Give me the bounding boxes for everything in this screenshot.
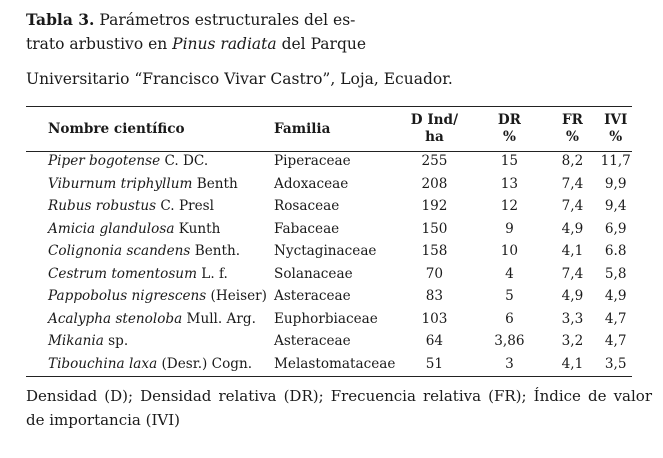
table-header-row xyxy=(26,108,632,150)
cell-ivi: 11,7 xyxy=(600,153,631,169)
cell-ivi: 9,9 xyxy=(604,175,627,192)
table-caption xyxy=(26,8,646,91)
cell-scientific-name xyxy=(26,150,274,173)
species-author: C. DC. xyxy=(160,153,209,169)
cell-fr: 7,4 xyxy=(561,265,584,282)
cell-density: 150 xyxy=(421,220,448,237)
cell-density: 192 xyxy=(421,198,448,214)
cell-family: Rosaceae xyxy=(274,198,340,214)
cell-scientific-name xyxy=(26,173,274,196)
cell-scientific-name xyxy=(26,218,274,241)
cell-density: 64 xyxy=(425,333,444,349)
cell-scientific-name xyxy=(26,308,274,331)
cell-fr: 3,3 xyxy=(561,310,584,327)
species-author: sp. xyxy=(103,333,129,349)
cell-family: Asteraceae xyxy=(274,288,351,304)
header-ivi-line2: % xyxy=(609,129,623,145)
table-row xyxy=(26,173,632,196)
caption-text-2c: del Parque xyxy=(276,35,367,53)
cell-ivi: 4,7 xyxy=(604,333,627,349)
cell-ivi: 4,7 xyxy=(604,310,627,327)
cell-density: 208 xyxy=(421,175,448,192)
cell-scientific-name xyxy=(26,353,274,376)
header-name: Nombre científico xyxy=(48,120,185,137)
cell-scientific-name xyxy=(26,263,274,286)
species-name: Acalypha stenoloba xyxy=(48,310,183,327)
header-fr-line1: FR xyxy=(561,112,583,128)
cell-dr: 13 xyxy=(500,175,519,192)
cell-family: Melastomataceae xyxy=(274,355,396,372)
species-name: Amicia glandulosa xyxy=(48,220,175,237)
cell-density: 51 xyxy=(425,355,444,372)
cell-density: 158 xyxy=(421,243,448,259)
species-author: Benth xyxy=(192,175,238,192)
species-name: Tibouchina laxa xyxy=(48,355,158,372)
caption-line-1 xyxy=(26,8,646,32)
caption-line-3: Universitario “Francisco Vivar Castro”, Loja, Ecuador. xyxy=(26,70,453,88)
header-dr-line1: DR xyxy=(497,112,521,128)
cell-fr: 4,9 xyxy=(561,288,584,304)
table-row xyxy=(26,218,632,241)
table-row xyxy=(26,150,632,173)
cell-density: 103 xyxy=(421,310,448,327)
header-dr xyxy=(473,108,545,150)
header-fr xyxy=(545,108,599,150)
species-author: Benth. xyxy=(190,243,241,259)
table-footnote: Densidad (D); Densidad relativa (DR); Frecuencia relativa (FR); Índice de valor de importancia (IVI) xyxy=(26,387,652,429)
cell-density: 83 xyxy=(425,288,444,304)
header-family: Familia xyxy=(274,120,331,137)
species-name: Colignonia scandens xyxy=(48,243,191,259)
cell-dr: 6 xyxy=(505,310,514,327)
cell-fr: 4,1 xyxy=(561,243,584,259)
species-author: Kunth xyxy=(174,220,221,237)
cell-fr: 3,2 xyxy=(561,333,584,349)
cell-ivi: 3,5 xyxy=(604,355,627,372)
header-fr-line2: % xyxy=(565,129,579,145)
caption-text-1: Parámetros estructurales del es- xyxy=(99,11,356,29)
species-name: Viburnum triphyllum xyxy=(48,175,193,192)
table-bottom-rule xyxy=(26,376,632,377)
species-name: Piper bogotense xyxy=(48,153,161,169)
cell-ivi: 5,8 xyxy=(604,265,627,282)
cell-fr: 8,2 xyxy=(561,153,584,169)
cell-family: Adoxaceae xyxy=(274,175,349,192)
cell-scientific-name xyxy=(26,285,274,308)
table-row xyxy=(26,263,632,286)
header-ivi-line1: IVI xyxy=(604,112,628,128)
table-row xyxy=(26,240,632,263)
species-author: (Desr.) Cogn. xyxy=(157,355,253,372)
cell-ivi: 4,9 xyxy=(604,288,627,304)
cell-family: Euphorbiaceae xyxy=(274,310,378,327)
caption-species: Pinus radiata xyxy=(172,35,277,53)
header-density-line1: D Ind/ xyxy=(410,112,459,128)
cell-dr: 10 xyxy=(500,243,519,259)
species-author: Mull. Arg. xyxy=(182,310,256,327)
cell-fr: 7,4 xyxy=(561,175,584,192)
species-name: Mikania xyxy=(48,333,104,349)
caption-label: Tabla 3. xyxy=(26,10,95,29)
species-author: C. Presl xyxy=(156,198,214,214)
cell-ivi: 6,9 xyxy=(604,220,627,237)
cell-family: Solanaceae xyxy=(274,265,353,282)
table-row xyxy=(26,330,632,353)
cell-family: Nyctaginaceae xyxy=(274,243,377,259)
cell-dr: 15 xyxy=(500,153,519,169)
header-density-line2: ha xyxy=(425,129,444,145)
cell-ivi: 9,4 xyxy=(604,198,627,214)
caption-text-2a: trato arbustivo en xyxy=(26,35,173,53)
cell-dr: 4 xyxy=(505,265,514,282)
cell-family: Fabaceae xyxy=(274,220,340,237)
cell-scientific-name xyxy=(26,330,274,353)
species-name: Cestrum tomentosum xyxy=(48,265,197,282)
cell-density: 70 xyxy=(425,265,444,282)
table-row xyxy=(26,195,632,218)
cell-scientific-name xyxy=(26,195,274,218)
species-author: L. f. xyxy=(196,265,228,282)
cell-scientific-name xyxy=(26,240,274,263)
caption-line-2 xyxy=(26,32,646,56)
cell-ivi: 6.8 xyxy=(604,243,627,259)
header-density xyxy=(395,108,473,150)
species-name: Pappobolus nigrescens xyxy=(48,288,207,304)
table-row xyxy=(26,285,632,308)
species-name: Rubus robustus xyxy=(48,198,157,214)
table-row xyxy=(26,308,632,331)
table-row xyxy=(26,353,632,376)
cell-fr: 4,9 xyxy=(561,220,584,237)
cell-fr: 7,4 xyxy=(561,198,584,214)
data-table xyxy=(26,108,632,375)
cell-family: Piperaceae xyxy=(274,153,351,169)
header-dr-line2: % xyxy=(502,129,516,145)
species-author: (Heiser) xyxy=(206,288,267,304)
cell-fr: 4,1 xyxy=(561,355,584,372)
cell-family: Asteraceae xyxy=(274,333,351,349)
cell-dr: 12 xyxy=(500,198,519,214)
header-ivi xyxy=(599,108,632,150)
cell-dr: 3,86 xyxy=(494,333,525,349)
cell-dr: 9 xyxy=(505,220,514,237)
cell-density: 255 xyxy=(421,153,448,169)
cell-dr: 5 xyxy=(505,288,514,304)
cell-dr: 3 xyxy=(505,355,514,372)
table-top-rule xyxy=(26,106,632,107)
